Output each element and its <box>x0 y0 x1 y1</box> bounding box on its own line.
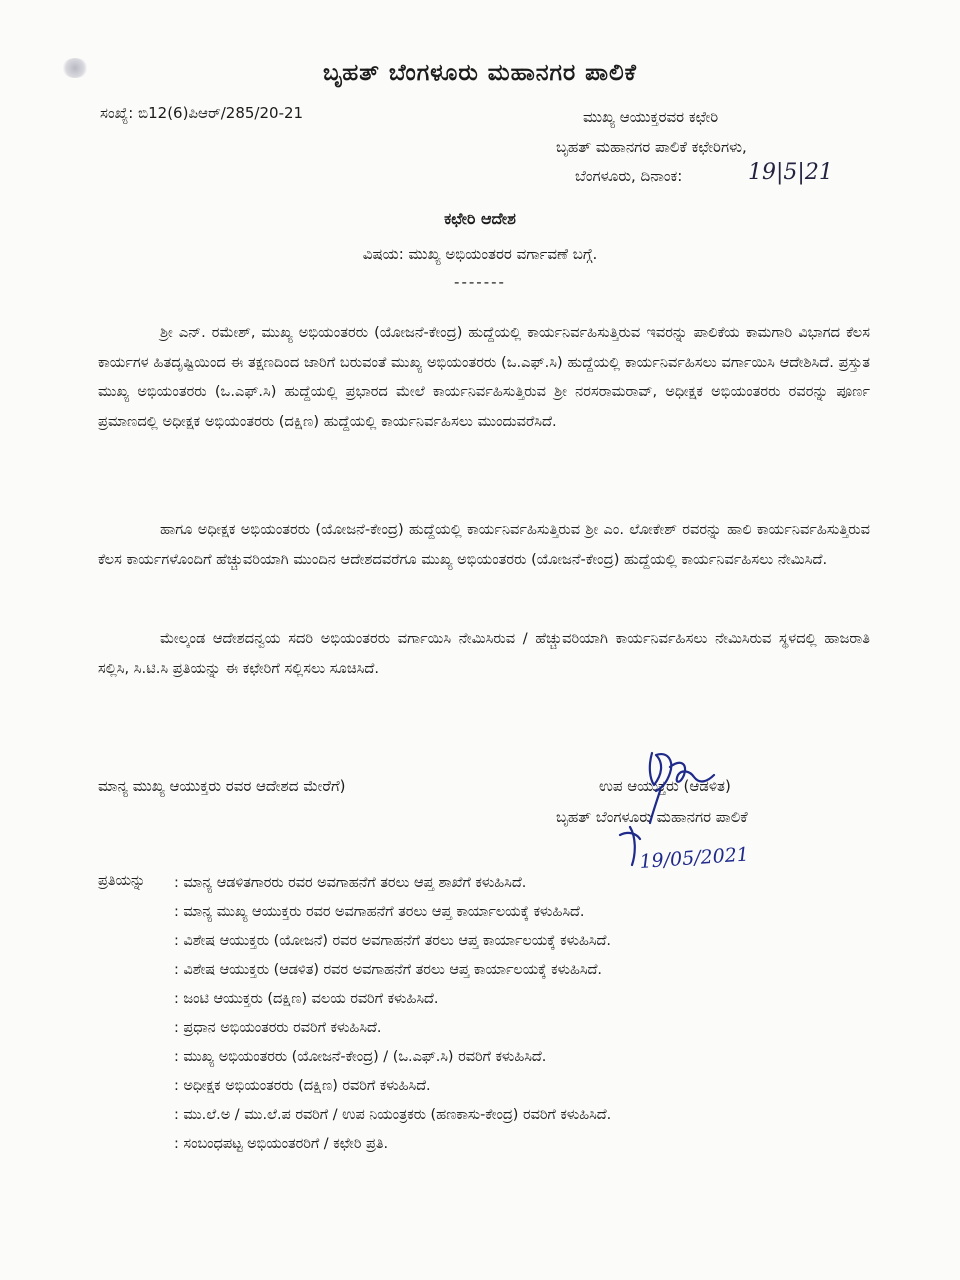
copy-to-item: : ಮಾನ್ಯ ಮುಖ್ಯ ಆಯುಕ್ತರು ರವರ ಅವಗಾಹನೆಗೆ ತರಲು ಆಪ್ತ ಕಾರ್ಯಾಲಯಕ್ಕೆ ಕಳುಹಿಸಿದೆ. <box>174 904 585 920</box>
handwritten-signature <box>590 745 840 880</box>
organization-title: ಬೃಹತ್ ಬೆಂಗಳೂರು ಮಹಾನಗರ ಪಾಲಿಕೆ <box>323 60 637 86</box>
copy-to-item: : ವಿಶೇಷ ಆಯುಕ್ತರು (ಆಡಳಿತ) ರವರ ಅವಗಾಹನೆಗೆ ತರಲು ಆಪ್ತ ಕಾರ್ಯಾಲಯಕ್ಕೆ ಕಳುಹಿಸಿದೆ. <box>174 962 602 978</box>
separator: ------- <box>454 273 506 291</box>
copy-to-label: ಪ್ರತಿಯನ್ನು <box>98 873 146 889</box>
subject-line: ವಿಷಯ: ಮುಖ್ಯ ಅಭಿಯಂತರರ ವರ್ಗಾವಣೆ ಬಗ್ಗೆ. <box>362 245 598 263</box>
by-order-line: ಮಾನ್ಯ ಮುಖ್ಯ ಆಯುಕ್ತರು ರವರ ಆದೇಶದ ಮೇರೆಗೆ) <box>98 777 346 795</box>
order-heading: ಕಛೇರಿ ಆದೇಶ <box>444 209 516 228</box>
copy-to-item: : ಮು.ಲೆ.ಅ / ಮು.ಲೆ.ಪ ರವರಿಗೆ / ಉಪ ನಿಯಂತ್ರಕರು (ಹಣಕಾಸು-ಕೇಂದ್ರ) ರವರಿಗೆ ಕಳುಹಿಸಿದೆ. <box>174 1107 612 1123</box>
copy-to-item: : ಜಂಟಿ ಆಯುಕ್ತರು (ದಕ್ಷಿಣ) ವಲಯ ರವರಿಗೆ ಕಳುಹಿಸಿದೆ. <box>174 991 439 1007</box>
signature-date: 19/05/2021 <box>638 843 750 873</box>
body-paragraph-3: ಮೇಲ್ಕಂಡ ಆದೇಶದನ್ವಯ ಸದರಿ ಅಭಿಯಂತರರು ವರ್ಗಾಯಿಸಿ ನೇಮಿಸಿರುವ / ಹೆಚ್ಚುವರಿಯಾಗಿ ಕಾರ್ಯನಿರ್ವಹಿಸಲು ನೇಮಿಸಿರುವ ಸ್ಥಳದಲ್ಲಿ ಹಾಜರಾತಿ ಸಲ್ಲಿಸಿ, ಸಿ.ಟಿ.ಸಿ ಪ್ರತಿಯನ್ನು ಈ ಕಛೇರಿಗೆ ಸಲ್ಲಿಸಲು ಸೂಚಿಸಿದೆ. <box>98 630 870 677</box>
signatory-organization: ಬೃಹತ್ ಬೆಂಗಳೂರು ಮಹಾನಗರ ಪಾಲಿಕೆ <box>556 808 748 826</box>
copy-to-item: : ವಿಶೇಷ ಆಯುಕ್ತರು (ಯೋಜನೆ) ರವರ ಅವಗಾಹನೆಗೆ ತರಲು ಆಪ್ತ ಕಾರ್ಯಾಲಯಕ್ಕೆ ಕಳುಹಿಸಿದೆ. <box>174 933 611 949</box>
office-line-2: ಬೃಹತ್ ಮಹಾನಗರ ಪಾಲಿಕೆ ಕಛೇರಿಗಳು, <box>556 138 747 156</box>
copy-to-item: : ಸಂಬಂಧಪಟ್ಟ ಅಭಿಯಂತರರಿಗೆ / ಕಛೇರಿ ಪ್ರತಿ. <box>174 1136 389 1152</box>
office-line-3: ಬೆಂಗಳೂರು, ದಿನಾಂಕ: <box>575 167 683 185</box>
handwritten-date: 19|5|21 <box>748 160 833 185</box>
copy-to-item: : ಮುಖ್ಯ ಅಭಿಯಂತರರು (ಯೋಜನೆ-ಕೇಂದ್ರ) / (ಒ.ಎಫ್.ಸಿ) ರವರಿಗೆ ಕಳುಹಿಸಿದೆ. <box>174 1049 547 1065</box>
copy-to-item: : ಅಧೀಕ್ಷಕ ಅಭಿಯಂತರರು (ದಕ್ಷಿಣ) ರವರಿಗೆ ಕಳುಹಿಸಿದೆ. <box>174 1078 431 1094</box>
reference-number: ಸಂಖ್ಯೆ: ಬಿ12(6)ಪಿಆರ್/285/20-21 <box>100 104 304 122</box>
office-line-1: ಮುಖ್ಯ ಆಯುಕ್ತರವರ ಕಛೇರಿ <box>583 108 719 126</box>
body-paragraph-1: ಶ್ರೀ ಎನ್. ರಮೇಶ್, ಮುಖ್ಯ ಅಭಿಯಂತರರು (ಯೋಜನೆ-ಕೇಂದ್ರ) ಹುದ್ದೆಯಲ್ಲಿ ಕಾರ್ಯನಿರ್ವಹಿಸುತ್ತಿರುವ ಇವರನ್ನು ಪಾಲಿಕೆಯ ಕಾಮಗಾರಿ ವಿಭಾಗದ ಕೆಲಸ ಕಾರ್ಯಗಳ ಹಿತದೃಷ್ಟಿಯಿಂದ ಈ ತಕ್ಷಣದಿಂದ ಜಾರಿಗೆ ಬರುವಂತೆ ಮುಖ್ಯ ಅಭಿಯಂತರರು (ಒ.ಎಫ್.ಸಿ) ಹುದ್ದೆಯಲ್ಲಿ ಕಾರ್ಯನಿರ್ವಹಿಸಲು ವರ್ಗಾಯಿಸಿ ಆದೇಶಿಸಿದೆ. ಪ್ರಸ್ತುತ ಮುಖ್ಯ ಅಭಿಯಂತರರು (ಒ.ಎಫ್.ಸಿ) ಹುದ್ದೆಯಲ್ಲಿ ಪ್ರಭಾರದ ಮೇಲೆ ಕಾರ್ಯನಿರ್ವಹಿಸುತ್ತಿರುವ ಶ್ರೀ ನರಸರಾಮರಾವ್, ಅಧೀಕ್ಷಕ ಅಭಿಯಂತರರು ರವರನ್ನು ಪೂರ್ಣ ಪ್ರಮಾಣದಲ್ಲಿ ಅಧೀಕ್ಷಕ ಅಭಿಯಂತರರು (ದಕ್ಷಿಣ) ಹುದ್ದೆಯಲ್ಲಿ ಕಾರ್ಯನಿರ್ವಹಿಸಲು ಮುಂದುವರೆಸಿದೆ. <box>98 324 870 430</box>
body-paragraph-2: ಹಾಗೂ ಅಧೀಕ್ಷಕ ಅಭಿಯಂತರರು (ಯೋಜನೆ-ಕೇಂದ್ರ) ಹುದ್ದೆಯಲ್ಲಿ ಕಾರ್ಯನಿರ್ವಹಿಸುತ್ತಿರುವ ಶ್ರೀ ಎಂ. ಲೋಕೇಶ್ ರವರನ್ನು ಹಾಲಿ ಕಾರ್ಯನಿರ್ವಹಿಸುತ್ತಿರುವ ಕೆಲಸ ಕಾರ್ಯಗಳೊಂದಿಗೆ ಹೆಚ್ಚುವರಿಯಾಗಿ ಮುಂದಿನ ಆದೇಶದವರೆಗೂ ಮುಖ್ಯ ಅಭಿಯಂತರರು (ಯೋಜನೆ-ಕೇಂದ್ರ) ಹುದ್ದೆಯಲ್ಲಿ ಕಾರ್ಯನಿರ್ವಹಿಸಲು ನೇಮಿಸಿದೆ. <box>98 521 870 568</box>
copy-to-item: : ಪ್ರಧಾನ ಅಭಿಯಂತರರು ರವರಿಗೆ ಕಳುಹಿಸಿದೆ. <box>174 1020 382 1036</box>
copy-to-list <box>174 873 611 1163</box>
copy-to-item: : ಮಾನ್ಯ ಆಡಳಿತಗಾರರು ರವರ ಅವಗಾಹನೆಗೆ ತರಲು ಆಪ್ತ ಶಾಖೆಗೆ ಕಳುಹಿಸಿದೆ. <box>174 875 527 891</box>
signatory-title: ಉಪ ಆಯುಕ್ತರು (ಆಡಳಿತ) <box>599 777 731 795</box>
